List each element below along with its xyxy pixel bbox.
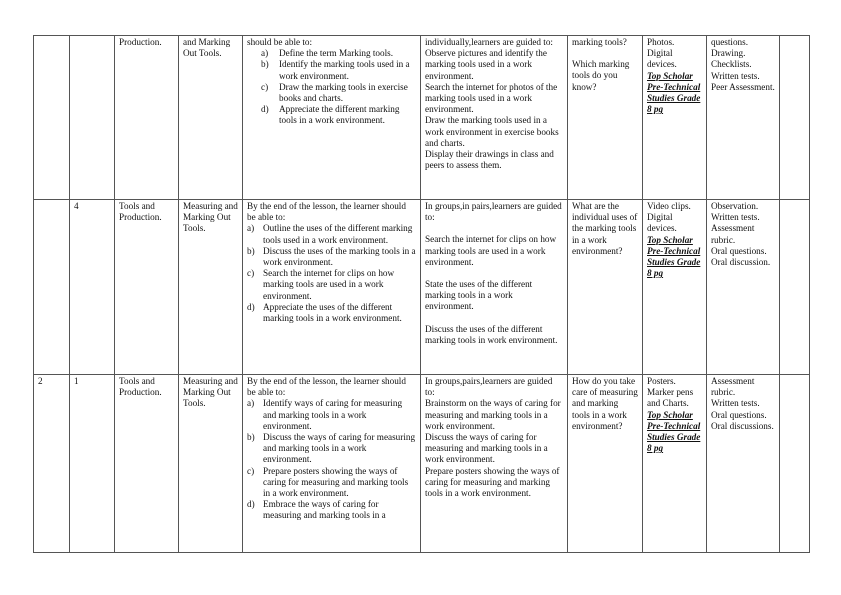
lesson-cell: 4 [70, 200, 115, 375]
list-item: b) Discuss the ways of caring for measuring and marking tools in a work environment. [247, 432, 416, 465]
list-item: d) Embrace the ways of caring for measuring and marking tools in a [247, 499, 386, 521]
list-item: c) Prepare posters showing the ways of caring for measuring and marking tools in a work environment. [247, 465, 409, 499]
list-item: d) Appreciate the different marking tools in a work environment. [261, 104, 400, 126]
list-item: b) Identify the marking tools used in a work environment. [261, 59, 410, 81]
outcomes-list [247, 48, 416, 126]
assessment-cell: questions. Drawing. Checklists. Written tests. Peer Assessment. [707, 36, 780, 200]
key-inquiry-cell: marking tools? Which marking tools do you know? [568, 36, 643, 200]
strand-cell: Tools and Production. [115, 200, 179, 375]
table-row [34, 200, 810, 375]
resources-cell: Video clips. Digital devices. Top Scholar Pre-Technical Studies Grade 8 pg [643, 200, 707, 375]
outcomes-list [247, 223, 416, 324]
learning-experiences-cell: In groups,in pairs,learners are guided to: Search the internet for clips on how marking tools are used in a work environment. State the uses of the different marking tools in a work environment. Discuss the uses of the different marking tools in work environment. [421, 200, 568, 375]
week-cell: 2 [34, 375, 70, 553]
list-item: b) Discuss the uses of the marking tools in a work environment. [247, 245, 416, 268]
outcomes-intro: should be able to: [247, 37, 313, 47]
learning-outcomes-cell [243, 375, 421, 553]
resources-cell: Photos. Digital devices. Top Scholar Pre-Technical Studies Grade 8 pg [643, 36, 707, 200]
key-inquiry-cell: How do you take care of measuring and marking tools in a work environment? [568, 375, 643, 553]
substrand-cell: and Marking Out Tools. [179, 36, 243, 200]
strand-cell: Tools and Production. [115, 375, 179, 553]
remarks-cell [780, 200, 810, 375]
list-item: a) Define the term Marking tools. [261, 48, 394, 59]
remarks-cell [780, 36, 810, 200]
outcomes-intro: By the end of the lesson, the learner should be able to: [247, 201, 406, 223]
assessment-cell: Assessment rubric. Written tests. Oral questions. Oral discussions. [707, 375, 780, 553]
remarks-cell [780, 375, 810, 553]
textbook-reference: Top Scholar Pre-Technical Studies Grade 8 pg [647, 70, 701, 115]
textbook-reference: Top Scholar Pre-Technical Studies Grade 8 pg [647, 409, 701, 454]
week-cell [34, 200, 70, 375]
outcomes-list [247, 398, 416, 521]
list-item: a) Identify ways of caring for measuring and marking tools in a work environment. [247, 398, 403, 431]
scheme-of-work-table [33, 35, 810, 553]
table-row [34, 375, 810, 553]
learning-outcomes-cell [243, 200, 421, 375]
list-item: c) Search the internet for clips on how marking tools are used in a work environment. [247, 268, 395, 301]
assessment-cell: Observation. Written tests. Assessment rubric. Oral questions. Oral discussion. [707, 200, 780, 375]
week-cell [34, 36, 70, 200]
learning-experiences-cell: In groups,pairs,learners are guided to: Brainstorm on the ways of caring for measuring and marking tools in a work environment. Discuss the ways of caring for measuring and marking tools in a work environment. Prepare posters showing the ways of caring for measuring and marking tools in a work environment. [421, 375, 568, 553]
learning-outcomes-cell [243, 36, 421, 200]
list-item: d) Appreciate the uses of the different marking tools in a work environment. [247, 301, 402, 324]
textbook-reference: Top Scholar Pre-Technical Studies Grade 8 pg [647, 234, 701, 279]
table-row [34, 36, 810, 200]
substrand-cell: Measuring and Marking Out Tools. [179, 375, 243, 553]
substrand-cell: Measuring and Marking Out Tools. [179, 200, 243, 375]
strand-cell: Production. [115, 36, 179, 200]
key-inquiry-cell: What are the individual uses of the marking tools in a work environment? [568, 200, 643, 375]
lesson-cell: 1 [70, 375, 115, 553]
list-item: c) Draw the marking tools in exercise books and charts. [261, 81, 408, 104]
list-item: a) Outline the uses of the different marking tools used in a work environment. [247, 223, 413, 245]
lesson-cell [70, 36, 115, 200]
learning-experiences-cell: individually,learners are guided to: Observe pictures and identify the marking tools used in a work environment. Search the internet for photos of the marking tools used in a work environment. Draw the marking tools used in a work environment in exercise books and charts. Display their drawings in class and peers to assess them. [421, 36, 568, 200]
resources-cell: Posters. Marker pens and Charts. Top Scholar Pre-Technical Studies Grade 8 pg [643, 375, 707, 553]
outcomes-intro: By the end of the lesson, the learner should be able to: [247, 376, 406, 398]
